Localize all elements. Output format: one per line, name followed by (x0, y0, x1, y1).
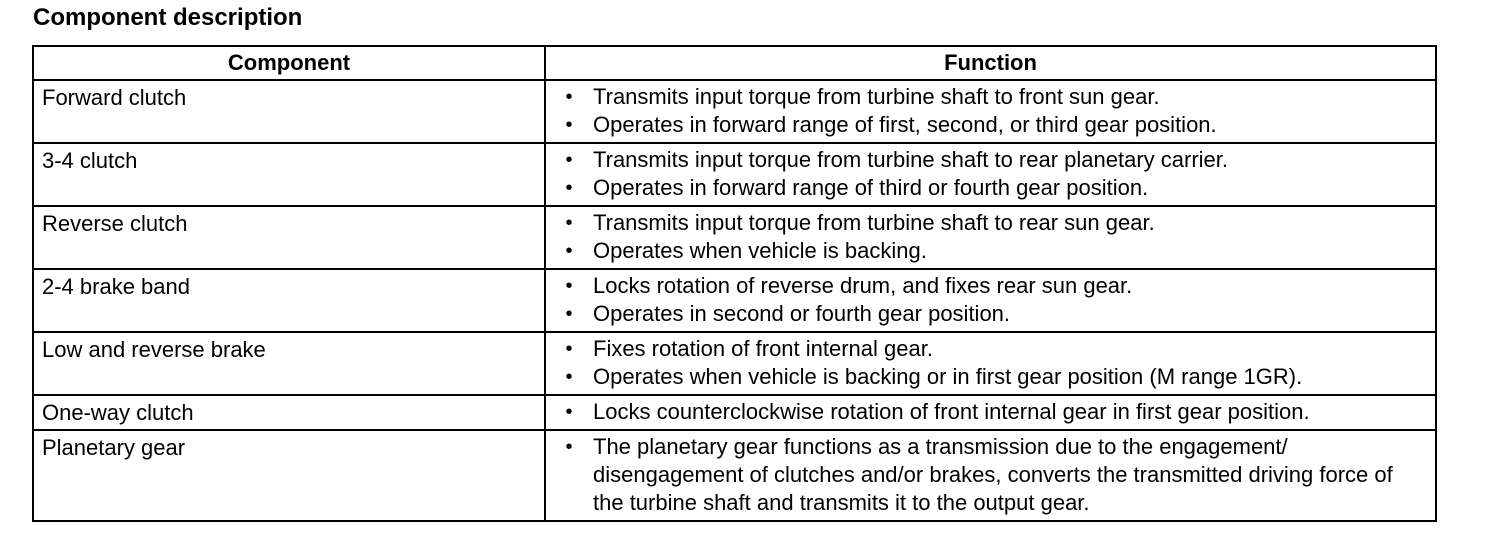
table-row (33, 269, 1436, 332)
function-text: Locks counterclockwise rotation of front internal gear in first gear position. (593, 399, 1310, 424)
table-row (33, 332, 1436, 395)
function-text: Locks rotation of reverse drum, and fixes rear sun gear. (593, 273, 1133, 298)
function-list (546, 398, 1427, 426)
bullet-icon: • (565, 149, 573, 171)
function-item (546, 83, 1427, 111)
column-header-function: Function (545, 46, 1436, 80)
function-text: Operates in forward range of first, second, or third gear position. (593, 112, 1217, 137)
function-list (546, 209, 1427, 265)
component-cell: 3-4 clutch (33, 143, 545, 206)
function-item (546, 272, 1427, 300)
function-list (546, 272, 1427, 328)
function-cell (545, 80, 1436, 143)
bullet-icon: • (565, 303, 573, 325)
function-text: Operates when vehicle is backing. (593, 238, 927, 263)
table-header-row (33, 46, 1436, 80)
function-list (546, 83, 1427, 139)
bullet-icon: • (565, 86, 573, 108)
table-row (33, 395, 1436, 430)
bullet-icon: • (565, 366, 573, 388)
bullet-icon: • (565, 114, 573, 136)
bullet-icon: • (565, 338, 573, 360)
function-text: Transmits input torque from turbine shaft to rear planetary carrier. (593, 147, 1229, 172)
bullet-icon: • (565, 240, 573, 262)
function-item (546, 335, 1427, 363)
bullet-icon: • (565, 212, 573, 234)
table-row (33, 143, 1436, 206)
function-list (546, 146, 1427, 202)
function-item (546, 398, 1427, 426)
function-list (546, 335, 1427, 391)
component-cell: Planetary gear (33, 430, 545, 521)
function-item (546, 111, 1427, 139)
function-cell (545, 143, 1436, 206)
function-item (546, 433, 1427, 517)
function-item (546, 300, 1427, 328)
function-item (546, 174, 1427, 202)
bullet-icon: • (565, 436, 573, 458)
function-cell (545, 395, 1436, 430)
column-header-component: Component (33, 46, 545, 80)
component-cell: 2-4 brake band (33, 269, 545, 332)
function-cell (545, 332, 1436, 395)
component-table (32, 45, 1437, 522)
function-list (546, 433, 1427, 517)
function-item (546, 146, 1427, 174)
bullet-icon: • (565, 275, 573, 297)
function-cell (545, 430, 1436, 521)
table-row (33, 206, 1436, 269)
function-text: Operates in second or fourth gear position. (593, 301, 1011, 326)
table-row (33, 80, 1436, 143)
function-cell (545, 269, 1436, 332)
component-cell: Low and reverse brake (33, 332, 545, 395)
component-cell: Reverse clutch (33, 206, 545, 269)
function-text: Operates in forward range of third or fourth gear position. (593, 175, 1149, 200)
function-text: Operates when vehicle is backing or in first gear position (M range 1GR). (593, 364, 1303, 389)
component-cell: One-way clutch (33, 395, 545, 430)
function-text: Transmits input torque from turbine shaft to rear sun gear. (593, 210, 1155, 235)
function-text: Transmits input torque from turbine shaft to front sun gear. (593, 84, 1160, 109)
section-title: Component description (33, 4, 303, 31)
function-item (546, 237, 1427, 265)
function-text: The planetary gear functions as a transmission due to the engagement/ disengagement of clutches and/or brakes, converts the transmitted driving force of the turbine shaft and transmits it to the output gear. (593, 434, 1393, 515)
table-row (33, 430, 1436, 521)
function-item (546, 363, 1427, 391)
bullet-icon: • (565, 177, 573, 199)
component-cell: Forward clutch (33, 80, 545, 143)
function-cell (545, 206, 1436, 269)
function-item (546, 209, 1427, 237)
function-text: Fixes rotation of front internal gear. (593, 336, 933, 361)
bullet-icon: • (565, 401, 573, 423)
